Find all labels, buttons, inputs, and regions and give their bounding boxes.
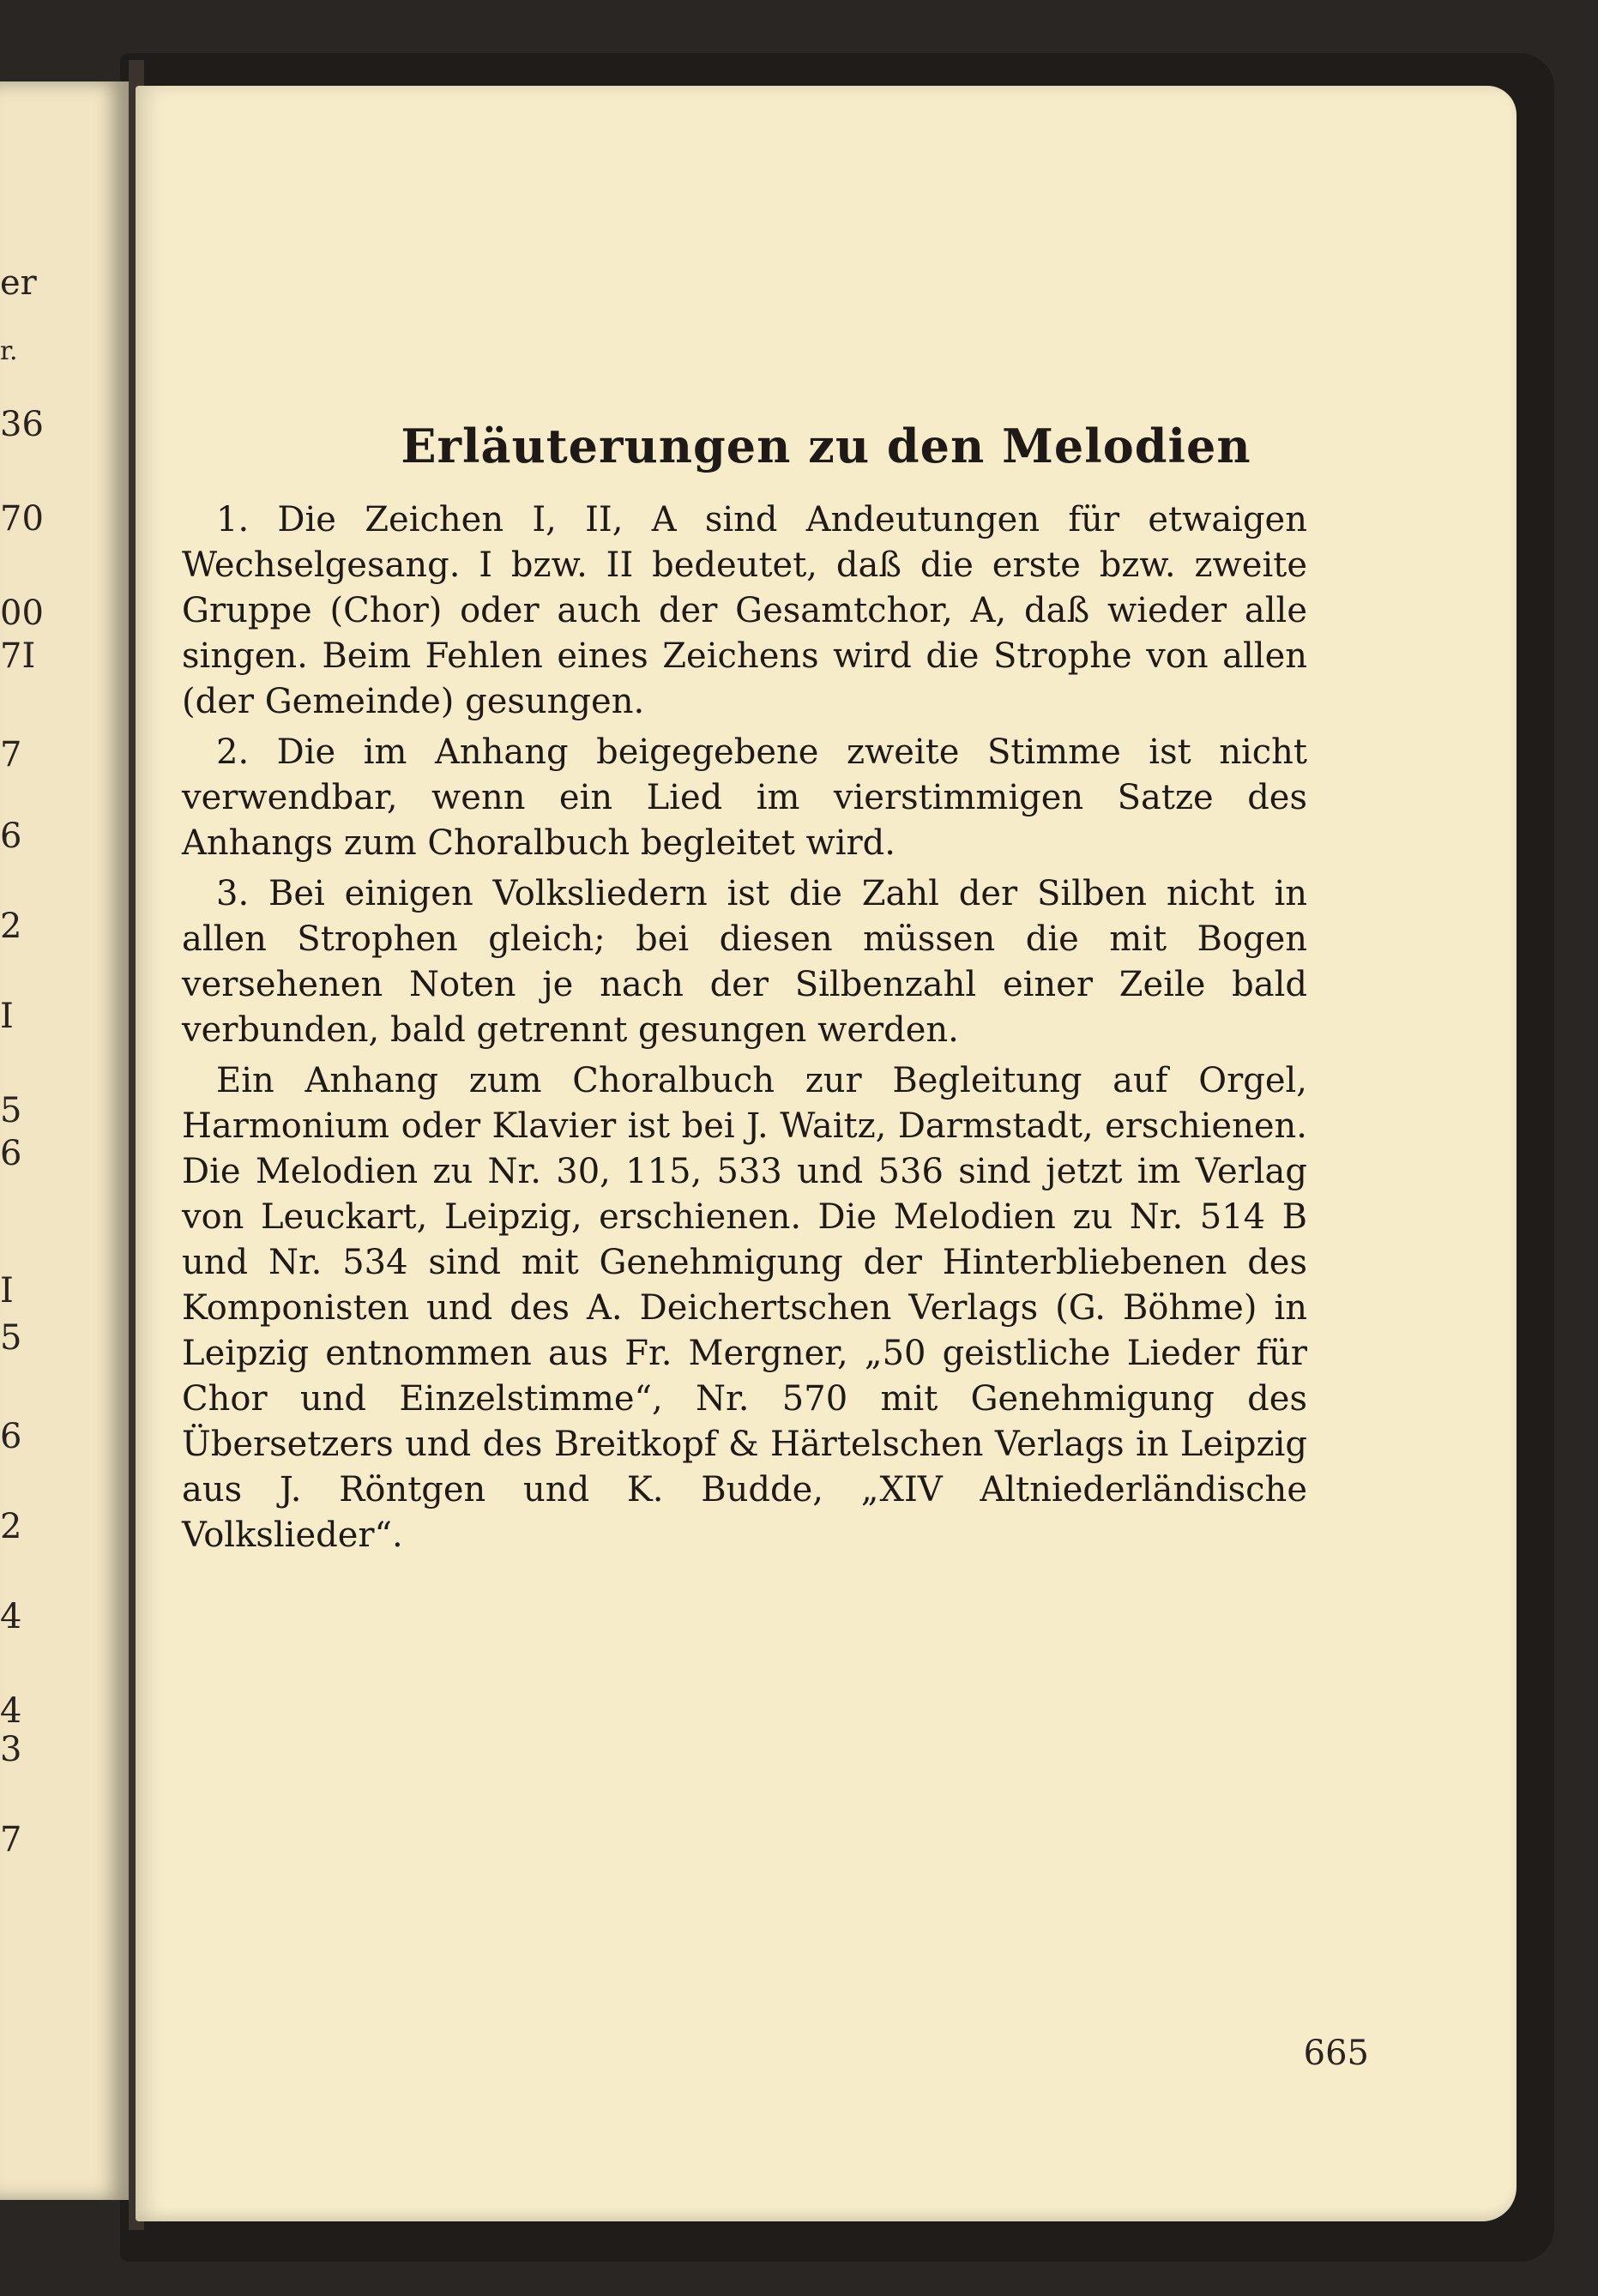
margin-number: 70: [0, 499, 44, 539]
margin-number: er: [0, 263, 37, 303]
margin-number: 4: [0, 1691, 22, 1731]
margin-number: 7: [0, 735, 22, 774]
left-page-edge: [0, 81, 129, 2200]
book-page: [136, 86, 1517, 2221]
margin-number: 7I: [0, 636, 36, 676]
margin-number: 5: [0, 1318, 22, 1358]
paragraph: 3. Bei einigen Volksliedern ist die Zahl der Silben nicht in allen Strophen gleich; bei diesen müssen die mit Bogen versehenen Noten je nach der Silbenzahl einer Zeile bald verbunden, bald getrennt gesungen werden.: [182, 874, 1307, 1050]
margin-number: I: [0, 997, 14, 1036]
page-title: Erläuterungen zu den Melodien: [401, 419, 1251, 473]
margin-number: 6: [0, 1134, 22, 1173]
margin-number: 3: [0, 1730, 22, 1769]
page-number: 665: [1303, 2034, 1369, 2073]
margin-number: 7: [0, 1820, 22, 1859]
paragraph: 1. Die Zeichen I, II, A sind Andeutungen für etwaigen Wechselgesang. I bzw. II bedeutet, daß die erste bzw. zweite Gruppe (Chor) oder auch der Gesamtchor, A, daß wieder alle singen. Beim Fehlen eines Zeichens wird die Strophe von allen (der Gemeinde) gesungen.: [182, 500, 1307, 721]
page-body: [182, 497, 1307, 1564]
left-margin-numbers: [0, 81, 44, 2200]
margin-number: 36: [0, 405, 44, 444]
paragraph: 2. Die im Anhang beigegebene zweite Stimme ist nicht verwendbar, wenn ein Lied im vierstimmigen Satze des Anhangs zum Choralbuch begleitet wird.: [182, 732, 1307, 863]
margin-number: 2: [0, 1507, 22, 1546]
margin-number: 6: [0, 1417, 22, 1456]
margin-number: 5: [0, 1091, 22, 1130]
margin-number: 6: [0, 817, 22, 856]
margin-number: 00: [0, 594, 44, 633]
margin-number: I: [0, 1271, 14, 1311]
margin-number: r.: [0, 336, 18, 366]
margin-number: 2: [0, 907, 22, 946]
paragraph: Ein Anhang zum Choralbuch zur Begleitung auf Orgel, Harmonium oder Klavier ist bei J. Waitz, Darmstadt, erschienen. Die Melodien zu Nr. 30, 115, 533 und 536 sind jetzt im Verlag von Leuckart, Leipzig, erschienen. Die Melodien zu Nr. 514 B und Nr. 534 sind mit Genehmigung der Hinterbliebenen des Komponisten und des A. Deichertschen Verlags (G. Böhme) in Leipzig entnommen aus Fr. Mergner, „50 geistliche Lieder für Chor und Einzelstimme“, Nr. 570 mit Genehmigung des Übersetzers und des Breitkopf & Härtelschen Verlags in Leipzig aus J. Röntgen und K. Budde, „XIV Altniederländische Volkslieder“.: [182, 1061, 1307, 1555]
margin-number: 4: [0, 1597, 22, 1636]
